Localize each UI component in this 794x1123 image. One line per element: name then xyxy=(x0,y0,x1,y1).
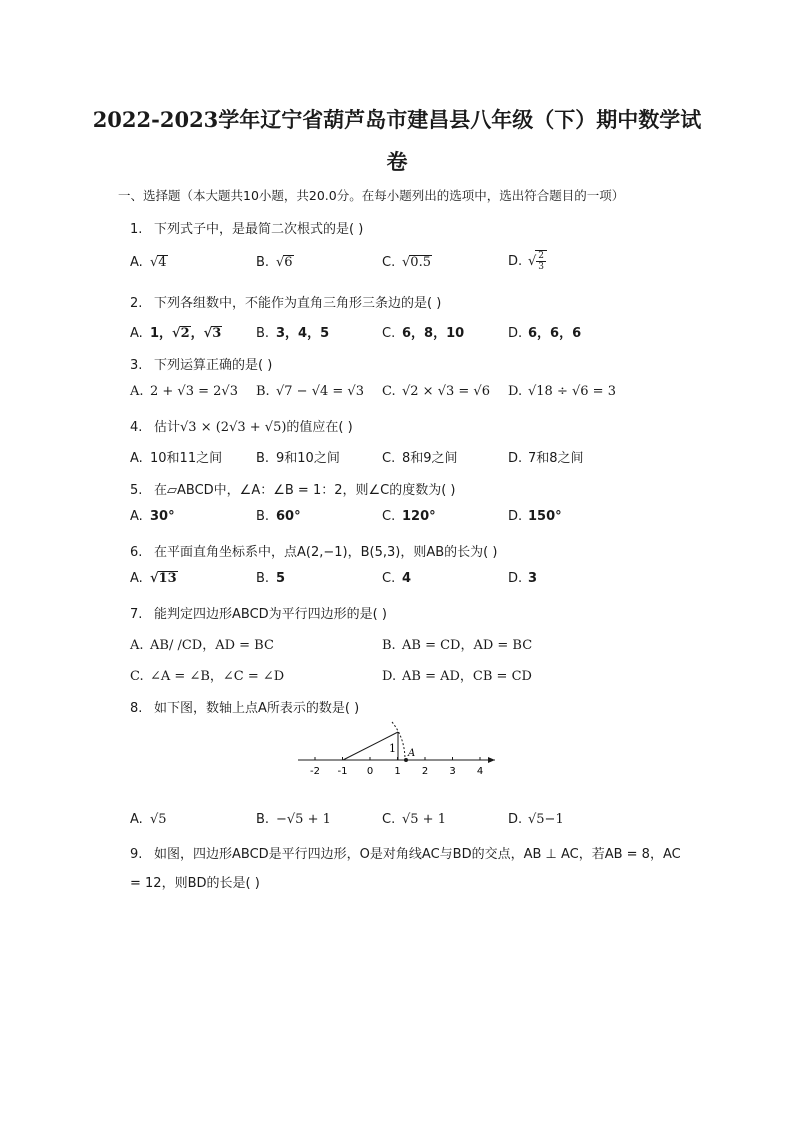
q4-option-c: C. 8和9之间 xyxy=(382,451,458,466)
q1-option-c: C. √0.5 xyxy=(382,255,431,270)
question-number: 1. xyxy=(130,222,143,237)
axis-tick-label: 2 xyxy=(421,766,429,777)
axis-arrow-icon xyxy=(488,757,495,763)
q5-option-d: D. 150° xyxy=(508,509,562,524)
q3-option-d: D. √18 ÷ √6 = 3 xyxy=(508,384,616,399)
q1-option-b: B. √6 xyxy=(256,255,293,270)
q6-option-a: A. √13 xyxy=(130,571,177,586)
axis-tick-label: 0 xyxy=(366,766,374,777)
question-9: 9. 如图，四边形ABCD是平行四边形，O是对角线AC与BD的交点，AB ⊥ AC，若AB = 8，AC xyxy=(130,847,681,862)
q4-option-b: B. 9和10之间 xyxy=(256,451,340,466)
question-4: 4. 估计√3 × (2√3 + √5)的值应在( ) xyxy=(130,420,353,435)
question-9-continued: = 12，则BD的长是( ) xyxy=(130,876,260,891)
question-2: 2. 下列各组数中，不能作为直角三角形三条边的是( ) xyxy=(130,296,442,311)
q2-option-d: D. 6，6，6 xyxy=(508,326,582,341)
axis-tick-label: 3 xyxy=(449,766,456,777)
page-title-line-1: 2022-2023学年辽宁省葫芦岛市建昌县八年级（下）期中数学试 xyxy=(92,107,702,132)
q2-option-b: B. 3，4，5 xyxy=(256,326,330,341)
q1-option-a: A. √4 xyxy=(130,255,167,270)
q8-option-d: D. √5−1 xyxy=(508,812,564,827)
q2-option-a: A. 1，√2，√3 xyxy=(130,326,222,341)
question-7: 7. 能判定四边形ABCD为平行四边形的是( ) xyxy=(130,607,387,622)
q7-option-a: A. AB/ /CD，AD = BC xyxy=(130,638,274,653)
q3-option-a: A. 2 + √3 = 2√3 xyxy=(130,384,238,399)
axis-tick-label: -1 xyxy=(337,766,348,777)
q7-option-b: B. AB = CD，AD = BC xyxy=(382,638,533,653)
q7-option-d: D. AB = AD，CB = CD xyxy=(382,669,532,684)
question-3: 3. 下列运算正确的是( ) xyxy=(130,358,273,373)
q7-option-c: C. ∠A = ∠B，∠C = ∠D xyxy=(130,669,285,684)
section-heading: 一、选择题（本大题共10小题，共20.0分。在每小题列出的选项中，选出符合题目的一项） xyxy=(118,188,625,203)
question-5: 5. 在▱ABCD中，∠A：∠B = 1：2，则∠C的度数为( ) xyxy=(130,483,456,498)
axis-tick-label: 1 xyxy=(394,766,401,777)
q8-option-a: A. √5 xyxy=(130,812,167,827)
q6-option-b: B. 5 xyxy=(256,571,286,586)
q3-option-b: B. √7 − √4 = √3 xyxy=(256,384,364,399)
question-1 xyxy=(130,218,363,237)
q6-option-c: C. 4 xyxy=(382,571,412,586)
question-stem: 下列式子中，是最简二次根式的是( ) xyxy=(154,222,364,237)
q5-option-a: A. 30° xyxy=(130,509,175,524)
question-8: 8. 如下图，数轴上点A所表示的数是( ) xyxy=(130,701,360,716)
q2-option-c: C. 6，8，10 xyxy=(382,326,465,341)
point-a-label: A xyxy=(408,748,416,759)
q5-option-b: B. 60° xyxy=(256,509,301,524)
q3-option-c: C. √2 × √3 = √6 xyxy=(382,384,490,399)
axis-tick-label: -2 xyxy=(310,766,320,777)
question-6: 6. 在平面直角坐标系中，点A(2,−1)，B(5,3)，则AB的长为( ) xyxy=(130,545,498,560)
q4-option-d: D. 7和8之间 xyxy=(508,451,584,466)
q5-option-c: C. 120° xyxy=(382,509,436,524)
q8-option-c: C. √5 + 1 xyxy=(382,812,446,827)
page-title-line-2: 卷 xyxy=(386,149,408,174)
axis-tick-label: 4 xyxy=(476,766,484,777)
q8-option-b: B. −√5 + 1 xyxy=(256,812,331,827)
number-line-figure xyxy=(295,718,500,778)
q6-option-d: D. 3 xyxy=(508,571,538,586)
side-length-label: 1 xyxy=(389,742,396,755)
q4-option-a: A. 10和11之间 xyxy=(130,451,223,466)
q1-option-d: D. √ $\frac{2}{3}$ xyxy=(508,250,547,272)
